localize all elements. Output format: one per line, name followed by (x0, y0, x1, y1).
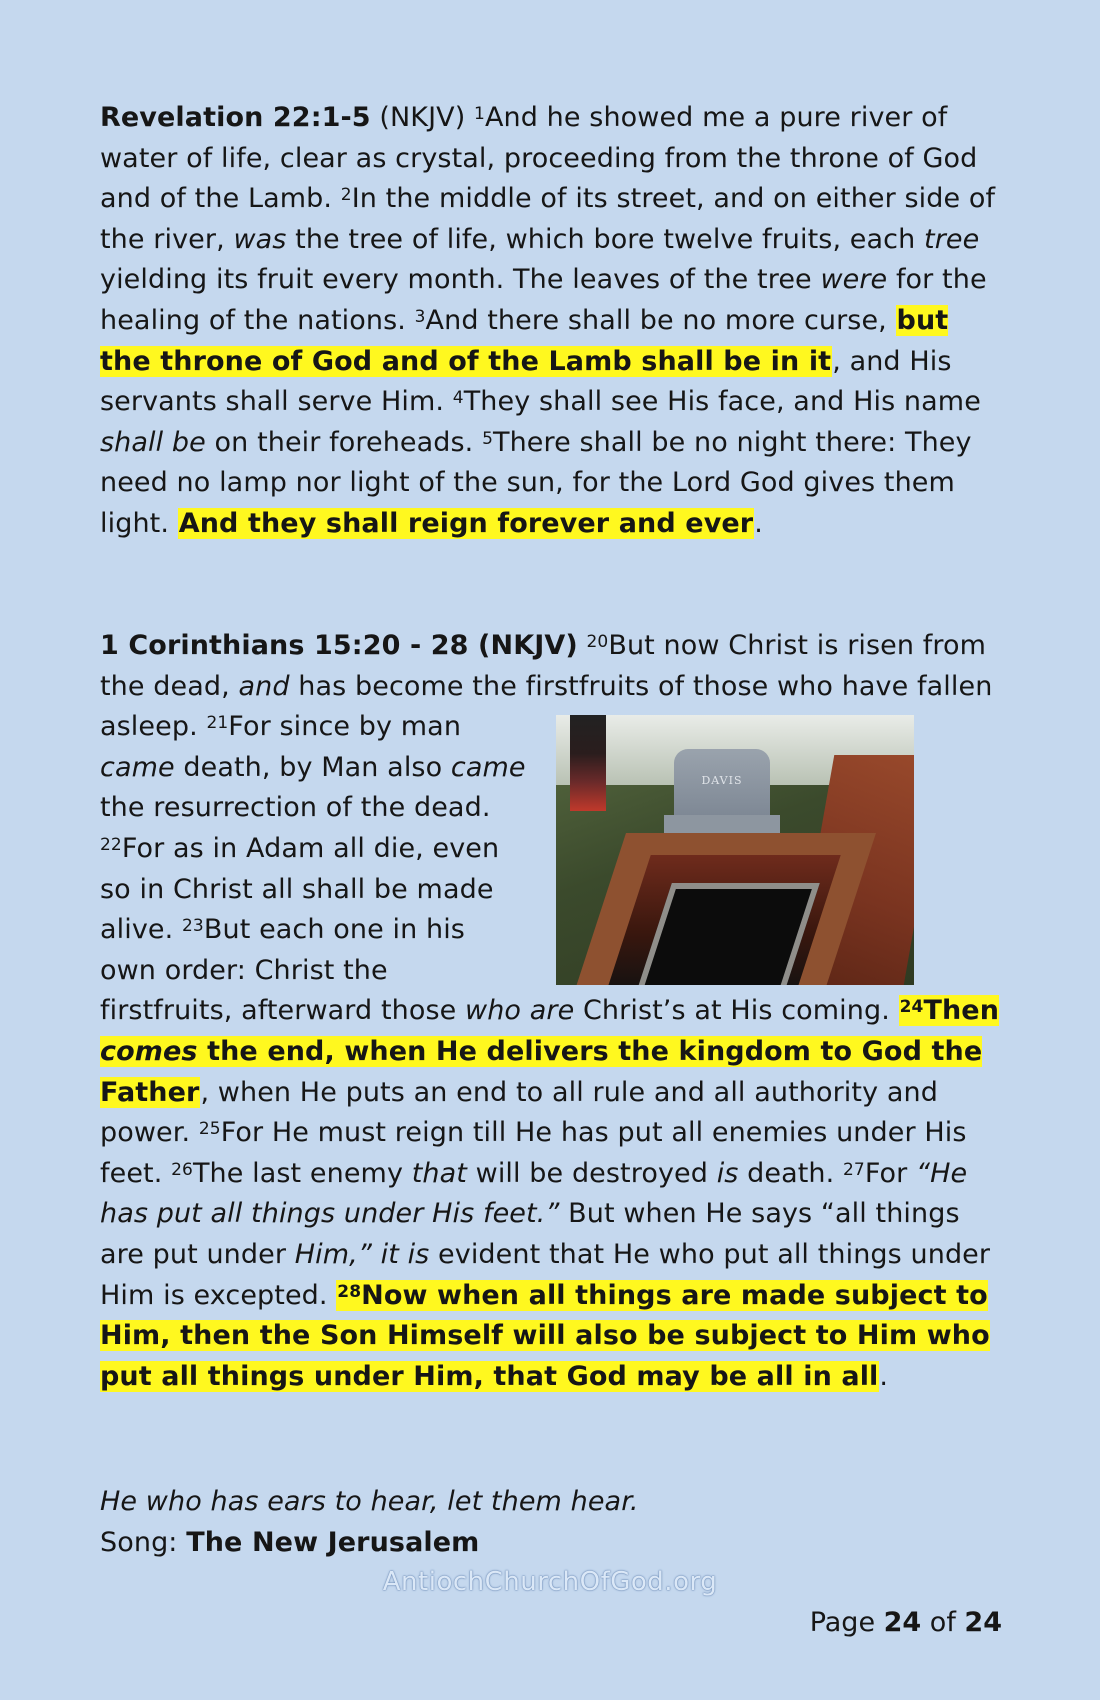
italic-word: it is (380, 1238, 430, 1270)
verse-text: For since by man (228, 711, 462, 743)
grave-photo (556, 715, 914, 985)
italic-word: were (820, 264, 888, 296)
verse-text: death, by Man also (174, 751, 451, 783)
site-watermark: AntiochChurchOfGod.org (382, 1567, 718, 1597)
italic-word: came (100, 751, 175, 783)
italic-word: that (411, 1157, 467, 1189)
version-label: (NKJV) (370, 102, 475, 133)
verse-text: yielding its fruit every month. The leaves of the tree (100, 264, 821, 296)
italic-word: tree (924, 223, 980, 255)
verse-number: 24 (899, 997, 924, 1018)
verse-number: 22 (100, 834, 122, 855)
verse-text: , when He puts an end to all rule and all authority and power. (100, 1076, 938, 1149)
revelation-passage (100, 98, 1000, 545)
italic-word: shall be (100, 426, 206, 458)
verse-number: 3 (414, 306, 426, 327)
verse-text (372, 1239, 381, 1270)
verse-number: 28 (337, 1281, 362, 1302)
verse-text: For (864, 1157, 917, 1189)
highlighted-text: And they shall reign forever and ever (178, 507, 754, 539)
verse-text: But now Christ is risen from the dead, (100, 630, 987, 702)
verse-text: The last enemy (192, 1157, 412, 1189)
highlight-fragment: Now when all things are made subject to Him, then the Son Himself will also be subject to Him who put all things under Him, that God may be all in all (100, 1279, 990, 1392)
current-page: 24 (883, 1607, 922, 1638)
scripture-reference: 1 Corinthians 15:20 - 28 (NKJV) (100, 630, 578, 661)
verse-text: , and His servants shall serve Him. (100, 345, 952, 418)
verse-number: 4 (452, 388, 464, 409)
verse-text: evident that He who put all things under Him is excepted. (100, 1238, 991, 1311)
verse-number: 2 (340, 185, 352, 206)
verse-number: 25 (198, 1119, 221, 1140)
song-title: The New Jerusalem (186, 1526, 480, 1558)
verse-text: for the healing of the nations. (100, 264, 987, 336)
italic-word: was (233, 223, 287, 255)
headstone (674, 749, 770, 821)
verse-text: will be destroyed (466, 1157, 717, 1189)
verse-number: 26 (171, 1159, 193, 1180)
verse-text: But when He says “all things are put under (100, 1198, 960, 1270)
italic-word: comes (100, 1035, 198, 1067)
italic-quote: “He has put all things under His feet.” (100, 1157, 968, 1230)
verse-text: For as in Adam all die, even so in Christ all shall be made alive. (100, 832, 500, 946)
verse-text: For He must reign till He has put all enemies under His feet. (100, 1117, 967, 1189)
verse-number: 5 (482, 428, 493, 449)
headstone-base (664, 815, 780, 833)
highlighted-text: but the throne of God and of the Lamb shall be in it (100, 304, 949, 377)
total-pages: 24 (964, 1607, 1002, 1638)
verse-text: the resurrection of the dead. (100, 792, 491, 824)
verse-number: 20 (586, 632, 609, 652)
closing-section (100, 1482, 1000, 1563)
highlight-fragment: Then (923, 995, 1000, 1027)
verse-text: They shall see His face, and His name (463, 386, 981, 418)
verse-text: the tree of life, which bore twelve fruits, each (286, 223, 925, 255)
verse-number: 23 (182, 916, 204, 937)
verse-text: And there shall be no more curse, (425, 304, 896, 336)
italic-word: came (450, 751, 526, 783)
verse-text: death. (738, 1157, 844, 1189)
verse-text: on their foreheads. (205, 426, 483, 458)
verse-text: Christ’s at His coming. (574, 995, 899, 1027)
of-word: of (921, 1607, 965, 1638)
highlight-fragment: the end, when He delivers the kingdom to God the Father (100, 1035, 983, 1108)
verse-text: has become the firstfruits of those who have fallen asleep. (100, 670, 993, 743)
verse-text: . (879, 1360, 889, 1392)
song-line (100, 1523, 1000, 1564)
page-word: Page (809, 1607, 884, 1638)
verse-text: . (754, 507, 763, 539)
italic-word: who are (465, 995, 575, 1027)
verse-text: In the middle of its street, and on either side of the river, (100, 183, 996, 255)
verse-number: 27 (843, 1159, 865, 1180)
headstone-text: DAVIS (701, 774, 743, 788)
verse-text: And he showed me a pure river of water of life, clear as crystal, proceeding from the throne of God and of the Lamb. (100, 102, 978, 215)
verse-text: There shall be no night there: They need no lamp nor light of the sun, for the Lord God gives them light. (100, 426, 972, 539)
page-number (810, 1607, 1002, 1638)
closing-exhortation: He who has ears to hear, let them hear. (100, 1486, 639, 1517)
person-figure (570, 715, 606, 811)
italic-word: is (716, 1157, 739, 1189)
verse-number: 21 (206, 713, 229, 734)
scripture-reference: Revelation 22:1-5 (100, 102, 371, 133)
song-label: Song: (100, 1526, 187, 1558)
verse-number: 1 (474, 104, 485, 124)
italic-word: Him,” (294, 1238, 372, 1270)
verse-text: But each one in his own order: Christ the firstfruits, afterward those (100, 914, 466, 1027)
corinthians-passage (100, 626, 1000, 1397)
italic-word: and (238, 670, 290, 702)
